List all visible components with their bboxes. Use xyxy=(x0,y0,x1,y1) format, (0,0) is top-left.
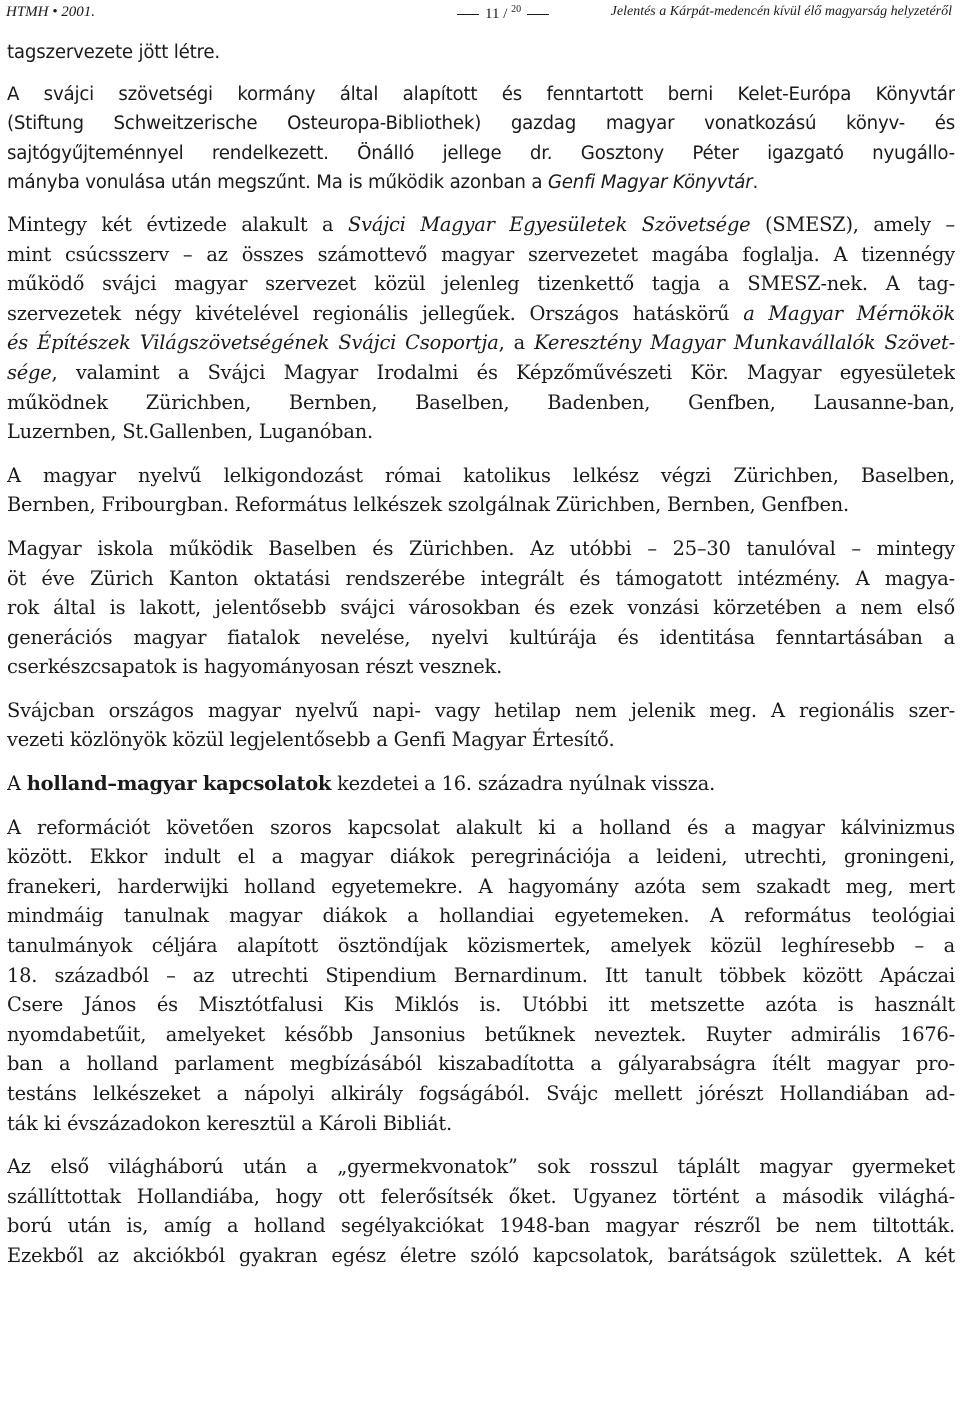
text-run: Bernben, Fribourgban. Református lelkészek szolgálnak Zürichben, Bernben, Genfben. xyxy=(7,493,849,517)
text-line xyxy=(7,38,955,68)
text-line xyxy=(7,269,955,299)
text-line xyxy=(7,842,955,872)
text-run: Svájcban országos magyar nyelvű napi- vagy hetilap nem jelenik meg. A regionális szer- xyxy=(7,698,955,722)
text-run: , valamint a Svájci Magyar Irodalmi és Képzőművészeti Kör. Magyar egyesületek xyxy=(51,360,955,384)
paragraph-gap xyxy=(7,799,955,813)
text-run: Magyar iskola működik Baselben és Zürichben. Az utóbbi – 25–30 tanulóval – mintegy xyxy=(7,536,955,560)
text-line xyxy=(7,990,955,1020)
text-line xyxy=(7,725,955,755)
text-run: A reformációt követően szoros kapcsolat alakult ki a holland és a magyar kálvinizmus xyxy=(7,815,955,839)
text-run: vezeti közlönyök közül legjelentősebb a Genfi Magyar Értesítő. xyxy=(7,728,615,752)
text-run-italic: és Építészek Világszövetségének Svájci Csoportja xyxy=(7,331,499,355)
text-line xyxy=(7,461,955,491)
paragraph xyxy=(7,210,955,447)
journal-issue: HTMH • 2001. xyxy=(6,4,96,20)
paragraph-gap xyxy=(7,1138,955,1152)
paragraph xyxy=(7,813,955,1139)
text-run: , a xyxy=(498,331,535,355)
text-line xyxy=(7,80,955,110)
running-header xyxy=(6,4,954,28)
text-run: A xyxy=(7,772,27,796)
text-run: Ezekből az akciókból gyakran egész életre szóló kapcsolatok, barátságok születtek. A két xyxy=(7,1243,955,1267)
text-line xyxy=(7,564,955,594)
text-run: Az első világháború után a „gyermekvonatok” sok rosszul táplált magyar gyermeket xyxy=(7,1155,955,1179)
text-run-bold: holland–magyar kapcsolatok xyxy=(26,772,332,796)
text-line xyxy=(7,388,955,418)
paragraph xyxy=(7,769,955,799)
page-number xyxy=(451,4,555,23)
text-run: A magyar nyelvű lelkigondozást római katolikus lelkész végzi Zürichben, Baselben, xyxy=(7,463,955,487)
text-line xyxy=(7,109,955,139)
text-run: 18. századból – az utrechti Stipendium Bernardinum. Itt tanult többek között Apáczai xyxy=(7,963,955,987)
text-line xyxy=(7,534,955,564)
text-run: (SMESZ), amely – xyxy=(750,212,955,236)
text-run: kezdetei a 16. századra nyúlnak vissza. xyxy=(331,772,716,796)
text-line xyxy=(7,623,955,653)
paragraph xyxy=(7,696,955,755)
text-run: szállíttottak Hollandiába, hogy ott felerősítsék őket. Ugyanez történt a második világhá- xyxy=(7,1184,955,1208)
text-run: tanulmányok céljára alapított ösztöndíjak közismertek, amelyek közül leghíresebb – a xyxy=(7,934,955,958)
text-line xyxy=(7,1079,955,1109)
text-run: franekeri, harderwijki holland egyetemekre. A hagyomány azóta sem szakadt meg, mert xyxy=(7,874,955,898)
text-line xyxy=(7,490,955,520)
text-run-italic: a Magyar Mérnökök xyxy=(743,301,955,325)
paragraph-gap xyxy=(7,682,955,696)
text-run-italic: sége xyxy=(7,360,52,384)
text-line xyxy=(7,696,955,726)
text-run: (Stiftung Schweitzerische Osteuropa-Bibliothek) gazdag magyar vonatkozású könyv- és xyxy=(7,113,955,135)
text-run: A svájci szövetségi kormány által alapított és fenntartott berni Kelet-Európa Könyvtár xyxy=(7,83,955,105)
text-line xyxy=(7,1020,955,1050)
text-run: ború után is, amíg a holland segélyakciókat 1948-ban magyar részről be nem tiltották. xyxy=(7,1214,955,1238)
paragraph xyxy=(7,38,955,68)
text-line xyxy=(7,961,955,991)
text-run: szervezetek négy kivételével regionális jellegűek. Országos hatáskörű xyxy=(7,301,744,325)
paragraph xyxy=(7,80,955,198)
text-run: cserkészcsapatok is hagyományosan részt vesznek. xyxy=(7,655,503,679)
text-run: öt éve Zürich Kanton oktatási rendszerébe integrált és támogatott intézmény. A magya- xyxy=(7,566,955,590)
text-line xyxy=(7,240,955,270)
text-run: testáns lelkészeket a nápolyi alkirály fogságából. Svájc mellett jórészt Hollandiában ad- xyxy=(7,1082,955,1105)
text-run-italic: Svájci Magyar Egyesületek Szövetsége xyxy=(348,212,751,236)
text-line xyxy=(7,168,955,198)
text-line xyxy=(7,1109,955,1139)
paragraph-gap xyxy=(7,755,955,769)
text-line xyxy=(7,417,955,447)
paragraph-gap xyxy=(7,198,955,210)
text-line xyxy=(7,931,955,961)
text-run: Luzernben, St.Gallenben, Luganóban. xyxy=(7,420,374,444)
text-run: Mintegy két évtizede alakult a xyxy=(7,212,348,236)
paragraph xyxy=(7,534,955,682)
text-line xyxy=(7,358,955,388)
text-line xyxy=(7,593,955,623)
text-run: mint csúcsszerv – az összes számottevő magyar szervezetet magába foglalja. A tizennégy xyxy=(7,242,955,266)
report-title: Jelentés a Kárpát-medencén kívül élő magyarság helyzetéről xyxy=(610,4,952,19)
text-line xyxy=(7,813,955,843)
text-run: nyomdabetűit, amelyeket később Jansonius betűknek neveztek. Ruyter admirális 1676- xyxy=(7,1022,955,1046)
text-run: működnek Zürichben, Bernben, Baselben, Badenben, Genfben, Lausanne-ban, xyxy=(7,390,955,414)
text-line xyxy=(7,1182,955,1212)
paragraph xyxy=(7,461,955,520)
text-run-italic: Genfi Magyar Könyvtár xyxy=(547,172,753,194)
body-text xyxy=(7,38,955,1271)
text-line xyxy=(7,1211,955,1241)
paragraph-gap xyxy=(7,447,955,461)
text-run: működő svájci magyar szervezet közül jelenleg tizenkettő tagja a SMESZ-nek. A tag- xyxy=(7,272,955,296)
page-number-text: 11 / xyxy=(485,6,512,22)
text-run: ták ki évszázadokon keresztül a Károli Bibliát. xyxy=(7,1111,452,1135)
text-line xyxy=(7,1241,955,1271)
text-run: sajtógyűjteménnyel rendelkezett. Önálló jellege dr. Gosztony Péter igazgató nyugállo- xyxy=(7,142,955,164)
paragraph-gap xyxy=(7,520,955,534)
text-line xyxy=(7,139,955,169)
text-line xyxy=(7,769,955,799)
text-run: rok által is lakott, jelentősebb svájci városokban és ezek vonzási körzetében a nem első xyxy=(7,596,955,620)
paragraph-gap xyxy=(7,68,955,80)
text-line xyxy=(7,652,955,682)
text-run-italic: Keresztény Magyar Munkavállalók Szövet- xyxy=(534,331,955,355)
text-run: mányba vonulása után megszűnt. Ma is működik azonban a xyxy=(7,172,548,194)
text-line xyxy=(7,299,955,329)
text-run: . xyxy=(752,172,759,194)
text-line xyxy=(7,1049,955,1079)
text-run: ban a holland parlament megbízásából kiszabadította a gályarabságra ítélt magyar pro- xyxy=(7,1052,955,1076)
text-line xyxy=(7,328,955,358)
text-line xyxy=(7,872,955,902)
page-total: 20 xyxy=(511,4,522,15)
page-number-rule-right xyxy=(527,14,549,15)
text-run: mindmáig tanulnak magyar diákok a hollandiai egyetemeken. A református teológiai xyxy=(7,904,955,928)
text-run: között. Ekkor indult el a magyar diákok peregrinációja a leideni, utrechti, groningeni, xyxy=(7,845,955,869)
page-number-rule-left xyxy=(457,14,479,15)
text-run: tagszervezete jött létre. xyxy=(7,42,220,63)
text-line xyxy=(7,1152,955,1182)
text-line xyxy=(7,210,955,240)
text-run: Csere János és Misztótfalusi Kis Miklós is. Utóbbi itt metszette azóta is használt xyxy=(7,993,955,1017)
paragraph xyxy=(7,1152,955,1270)
text-run: generációs magyar fiatalok nevelése, nyelvi kultúrája és identitása fenntartásában a xyxy=(7,625,955,649)
text-line xyxy=(7,901,955,931)
